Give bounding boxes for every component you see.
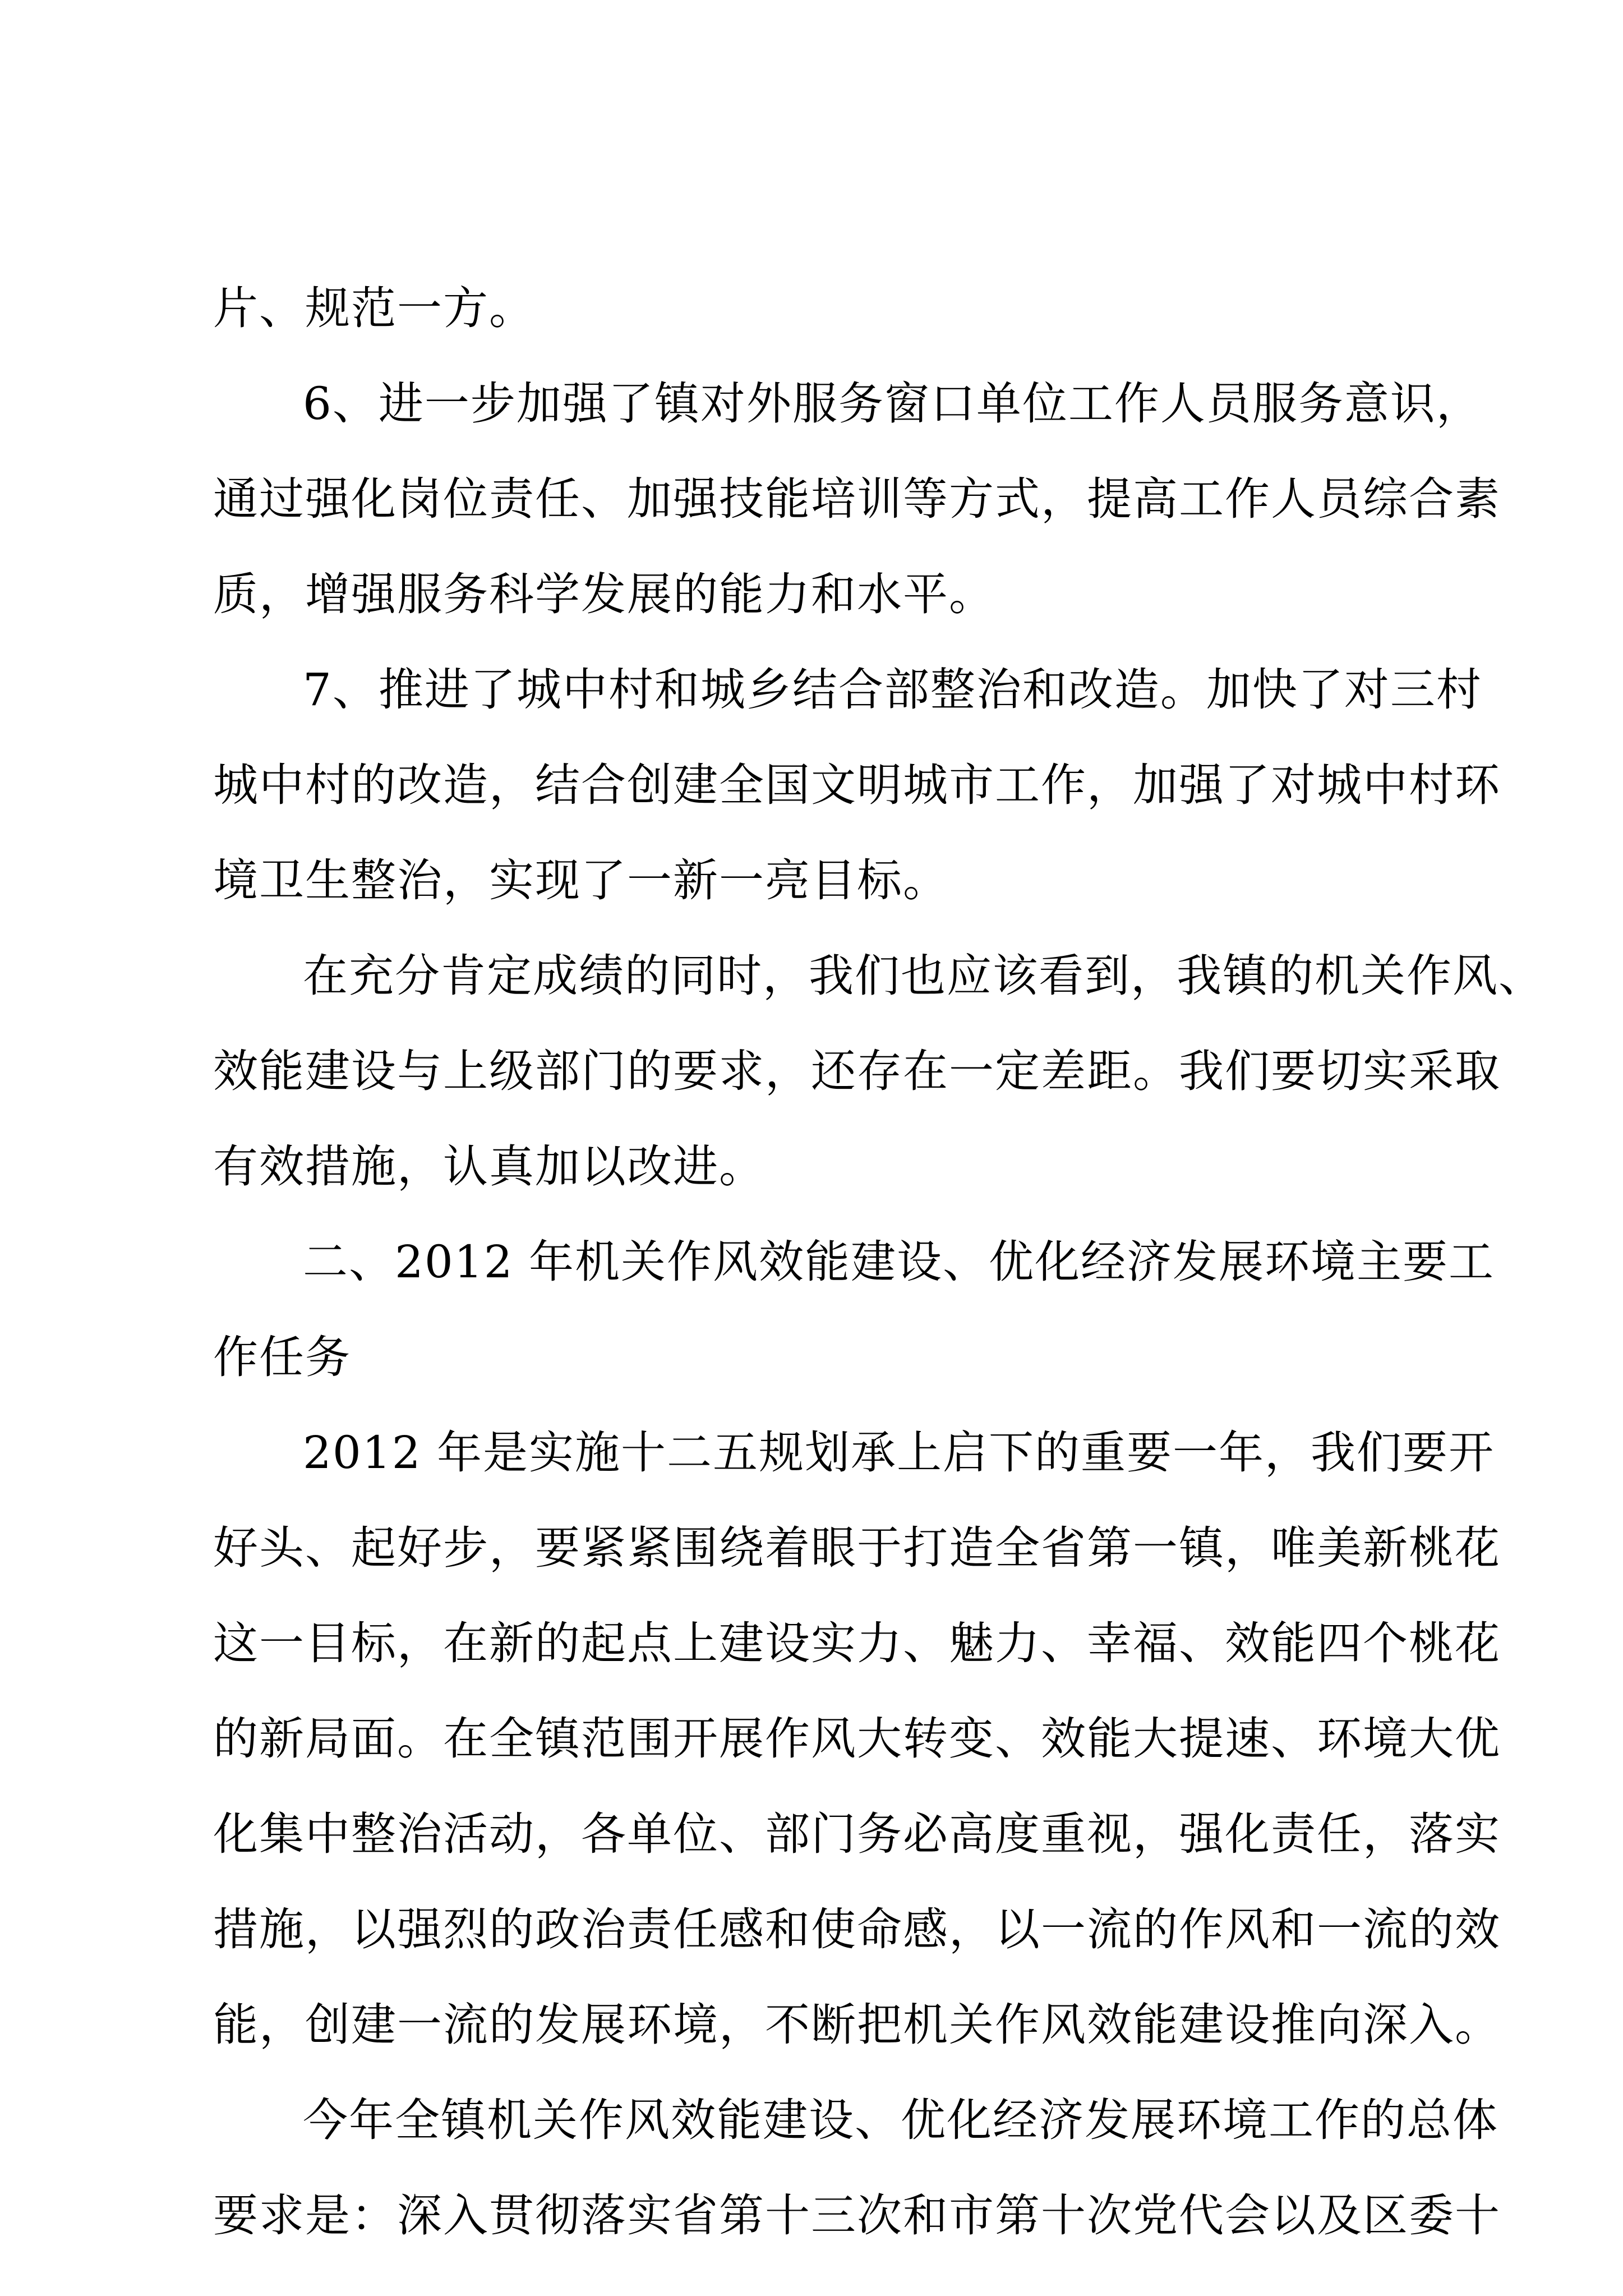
body-line: 在充分肯定成绩的同时，我们也应该看到，我镇的机关作风、 [303,950,1544,1002]
body-line: 6、进一步加强了镇对外服务窗口单位工作人员服务意识， [303,378,1482,430]
body-line: 这一目标，在新的起点上建设实力、魅力、幸福、效能四个桃花 [213,1617,1501,1669]
body-line: 通过强化岗位责任、加强技能培训等方式，提高工作人员综合素 [213,473,1501,525]
section-heading-line: 二、2012 年机关作风效能建设、优化经济发展环境主要工 [303,1236,1495,1288]
body-line: 7、推进了城中村和城乡结合部整治和改造。加快了对三村 [303,664,1482,716]
body-line: 效能建设与上级部门的要求，还存在一定差距。我们要切实采取 [213,1045,1501,1097]
body-line: 片、规范一方。 [213,282,535,334]
body-line: 质，增强服务科学发展的能力和水平。 [213,568,995,620]
body-line: 要求是：深入贯彻落实省第十三次和市第十次党代会以及区委十 [213,2189,1501,2242]
body-line: 好头、起好步，要紧紧围绕着眼于打造全省第一镇，唯美新桃花 [213,1522,1501,1574]
body-line: 措施，以强烈的政治责任感和使命感，以一流的作风和一流的效 [213,1903,1501,1955]
body-line: 城中村的改造，结合创建全国文明城市工作，加强了对城中村环 [213,759,1501,811]
body-line: 今年全镇机关作风效能建设、优化经济发展环境工作的总体 [303,2094,1498,2146]
section-heading-line: 作任务 [213,1331,351,1383]
body-line: 的新局面。在全镇范围开展作风大转变、效能大提速、环境大优 [213,1713,1501,1765]
body-line: 境卫生整治，实现了一新一亮目标。 [213,854,949,907]
body-line: 2012 年是实施十二五规划承上启下的重要一年，我们要开 [303,1427,1495,1479]
body-line: 能，创建一流的发展环境，不断把机关作风效能建设推向深入。 [213,1999,1501,2051]
body-line: 有效措施，认真加以改进。 [213,1140,765,1193]
body-line: 化集中整治活动，各单位、部门务必高度重视，强化责任，落实 [213,1808,1501,1860]
